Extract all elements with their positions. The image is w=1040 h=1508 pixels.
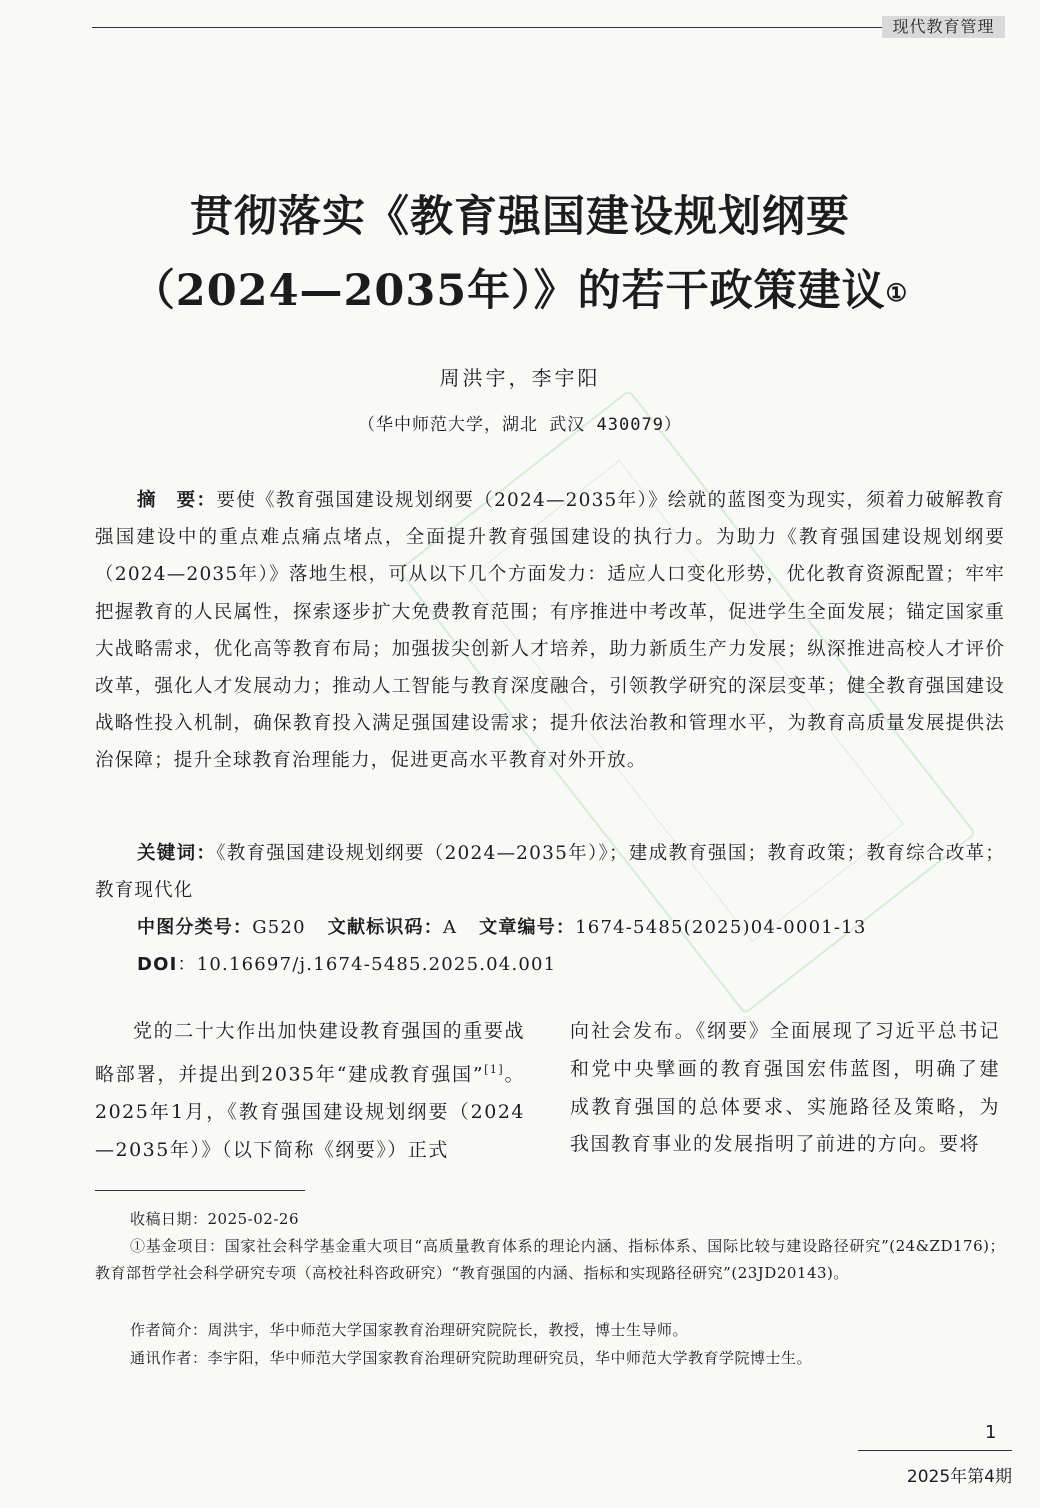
title-line-2 (0, 254, 1040, 328)
abstract-label: 摘 要： (137, 490, 217, 511)
authors: 周洪宇，李宇阳 (439, 366, 601, 390)
abstract-text: 要使《教育强国建设规划纲要（2024—2035年）》绘就的蓝图变为现实，须着力破解教育强国建设中的重点难点痛点堵点，全面提升教育强国建设的执行力。为助力《教育强国建设规划纲要（2024—2035年）》落地生根，可从以下几个方面发力：适应人口变化形势，优化教育资源配置；牢牢把握教育的人民属性，探索逐步扩大免费教育范围；有序推进中考改革，促进学生全面发展；锚定国家重大战略需求，优化高等教育布局；加强拔尖创新人才培养，助力新质生产力发展；纵深推进高校人才评价改革，强化人才发展动力；推动人工智能与教育深度融合，引领教学研究的深层变革；健全教育强国建设战略性投入机制，确保教育投入满足强国建设需求；提升依法治教和管理水平，为教育高质量发展提供法治保障；提升全球教育治理能力，促进更高水平教育对外开放。 (95, 490, 1006, 772)
footnote-author-intro: 作者简介：周洪宇，华中师范大学国家教育治理研究院院长，教授，博士生导师。 (130, 1321, 689, 1339)
article-no-label: 文章编号： (479, 917, 576, 938)
title-line-1: 贯彻落实《教育强国建设规划纲要 (190, 192, 850, 242)
clc-value: G520 (252, 917, 306, 938)
doi-value: 10.16697/j.1674-5485.2025.04.001 (196, 954, 557, 975)
paper-title (0, 180, 1040, 328)
clc-label: 中图分类号： (137, 917, 253, 938)
keywords-label: 关键词： (137, 843, 217, 864)
header-rule (92, 27, 882, 28)
footnote-divider (95, 1190, 305, 1191)
body-column-left (95, 1013, 525, 1170)
title-footnote-mark: ① (885, 278, 909, 307)
affiliation: （华中师范大学，湖北 武汉 430079） (358, 415, 682, 435)
doc-code-label: 文献标识码： (327, 917, 443, 938)
page-number: 1 (985, 1422, 997, 1443)
doi-line (95, 946, 1040, 983)
abstract (95, 482, 1005, 780)
doc-code-value: A (442, 917, 458, 938)
body-left-text-1: 党的二十大作出加快建设教育强国的重要战略部署，并提出到2035年“建成教育强国” (95, 1020, 525, 1086)
body-column-right: 向社会发布。《纲要》全面展现了习近平总书记和党中央擘画的教育强国宏伟蓝图，明确了建成教育强国的总体要求、实施路径及策略，为我国教育事业的发展指明了前进的方向。要将 (570, 1020, 1000, 1156)
issue-label: 2025年第4期 (906, 1467, 1012, 1487)
article-no-value: 1674-5485(2025)04-0001-13 (575, 917, 867, 938)
classification-line (95, 909, 1040, 946)
footnote-corresponding-author: 通讯作者：李宇阳，华中师范大学国家教育治理研究院助理研究员，华中师范大学教育学院博士生。 (130, 1349, 813, 1367)
keywords (95, 835, 1005, 909)
journal-name: 现代教育管理 (882, 16, 1005, 38)
footnote-fund: ①基金项目：国家社会科学基金重大项目“高质量教育体系的理论内涵、指标体系、国际比较与建设路径研究”(24&ZD176)；教育部哲学社会科学研究专项（高校社科咨政研究）“教育强国的内涵、指标和实现路径研究”(23JD20143)。 (95, 1237, 1005, 1282)
footer-rule (858, 1450, 1012, 1451)
doi-separator: ： (177, 954, 197, 975)
doi-label: DOI (137, 954, 178, 975)
title-line-2-text: （2024—2035年）》的若干政策建议 (131, 266, 886, 316)
keywords-text: 《教育强国建设规划纲要（2024—2035年）》；建成教育强国；教育政策；教育综合改革；教育现代化 (95, 843, 1005, 902)
footnote-received-date: 收稿日期：2025-02-26 (130, 1210, 299, 1228)
body-left-text-2: 。2025年1月，《教育强国建设规划纲要（2024—2035年）》（以下简称《纲要》）正式 (95, 1063, 525, 1161)
citation-ref[interactable]: [1] (484, 1062, 505, 1076)
